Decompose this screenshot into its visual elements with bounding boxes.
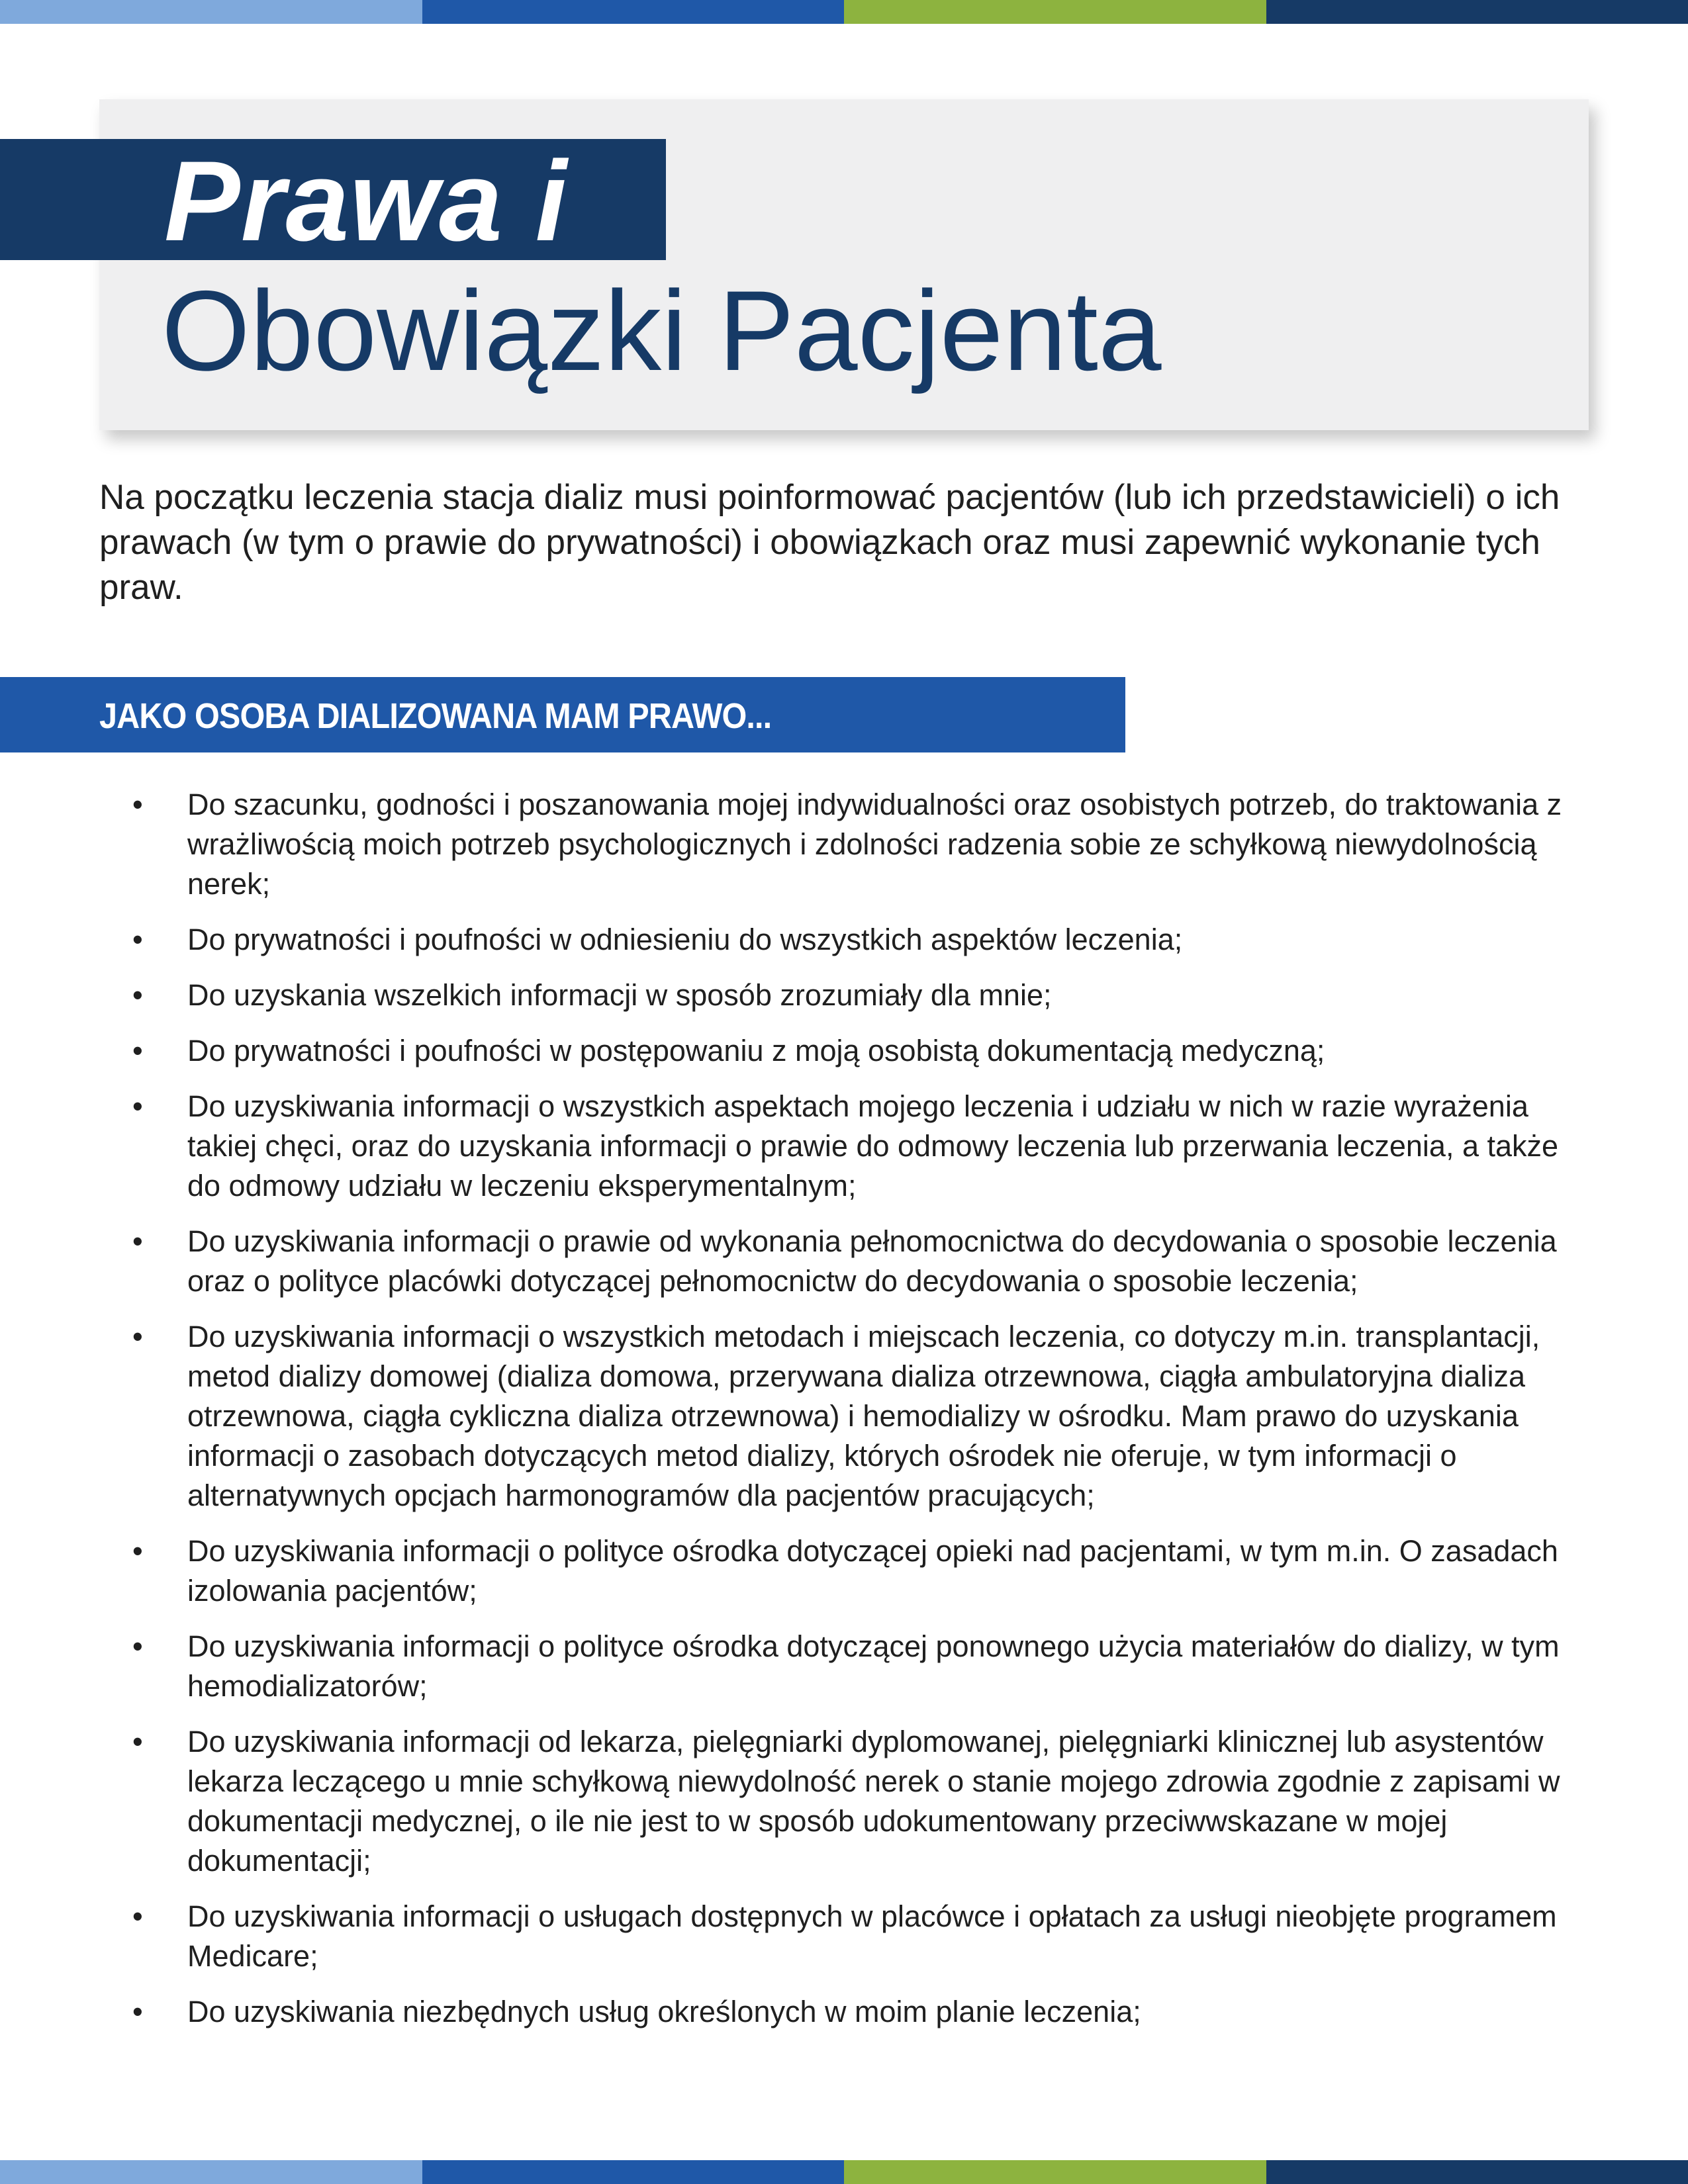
list-item [132, 1317, 1595, 1516]
stripe-segment [844, 0, 1266, 24]
bullet-icon: • [132, 1629, 143, 1663]
list-item [132, 1531, 1595, 1611]
list-item [132, 1087, 1595, 1206]
bottom-color-stripe [0, 2160, 1688, 2184]
bullet-icon: • [132, 1089, 143, 1123]
list-item-text: Do szacunku, godności i poszanowania mojej indywidualności oraz osobistych potrzeb, do traktowania z wrażliwością moich potrzeb psychologicznych i zdolności radzenia sobie ze schyłkową niewydolnością nerek; [187, 788, 1562, 901]
list-item [132, 976, 1595, 1015]
bullet-icon: • [132, 1320, 143, 1353]
list-item-text: Do uzyskiwania informacji o wszystkich metodach i miejscach leczenia, co dotyczy m.in. transplantacji, metod dializy domowej (dializa domowa, przerywana dializa otrzewnowa, ciągła ambulatoryjna dializa otrzewnowa, ciągła cykliczna dializa otrzewnowa) i hemodializy w ośrodku. Mam prawo do uzyskania informacji o zasobach dotyczących metod dializy, których ośrodek nie oferuje, w tym informacji o alternatywnych opcjach harmonogramów dla pacjentów pracujących; [187, 1320, 1540, 1512]
stripe-segment [422, 0, 845, 24]
stripe-segment [1266, 0, 1688, 24]
list-item [132, 1031, 1595, 1071]
page-title-line-2: Obowiązki Pacjenta [162, 267, 1162, 394]
list-item [132, 1897, 1595, 1976]
list-item-text: Do prywatności i poufności w odniesieniu do wszystkich aspektów leczenia; [187, 923, 1183, 956]
bullet-icon: • [132, 1224, 143, 1258]
list-item-text: Do uzyskiwania informacji o prawie od wykonania pełnomocnictwa do decydowania o sposobie leczenia oraz o polityce placówki dotyczącej pełnomocnictw do decydowania o sposobie leczenia; [187, 1224, 1557, 1298]
page-title-line-1: Prawa i [164, 138, 568, 265]
stripe-segment [844, 2160, 1266, 2184]
section-heading: JAKO OSOBA DIALIZOWANA MAM PRAWO... [99, 696, 772, 736]
bullet-icon: • [132, 1995, 143, 2028]
rights-list [132, 785, 1595, 2048]
list-item-text: Do uzyskiwania informacji o polityce ośrodka dotyczącej ponownego użycia materiałów do dializy, w tym hemodializatorów; [187, 1629, 1560, 1703]
stripe-segment [422, 2160, 845, 2184]
list-item-text: Do uzyskiwania informacji o usługach dostępnych w placówce i opłatach za usługi nieobjęte programem Medicare; [187, 1899, 1557, 1973]
bullet-icon: • [132, 1899, 143, 1933]
bullet-icon: • [132, 923, 143, 956]
bullet-icon: • [132, 1534, 143, 1568]
list-item [132, 1722, 1595, 1881]
list-item [132, 1992, 1595, 2032]
bullet-icon: • [132, 788, 143, 821]
list-item-text: Do uzyskiwania niezbędnych usług określonych w moim planie leczenia; [187, 1995, 1141, 2028]
list-item [132, 785, 1595, 904]
stripe-segment [1266, 2160, 1688, 2184]
stripe-segment [0, 2160, 422, 2184]
top-color-stripe [0, 0, 1688, 24]
list-item-text: Do uzyskiwania informacji o polityce ośrodka dotyczącej opieki nad pacjentami, w tym m.in. O zasadach izolowania pacjentów; [187, 1534, 1558, 1608]
list-item [132, 1627, 1595, 1706]
bullet-icon: • [132, 1034, 143, 1068]
list-item-text: Do prywatności i poufności w postępowaniu z moją osobistą dokumentacją medyczną; [187, 1034, 1325, 1068]
list-item-text: Do uzyskiwania informacji od lekarza, pielęgniarki dyplomowanej, pielęgniarki klinicznej lub asystentów lekarza leczącego u mnie schyłkową niewydolność nerek o stanie mojego zdrowia zgodnie z zapisami w dokumentacji medycznej, o ile nie jest to w sposób udokumentowany przeciwwskazane w mojej dokumentacji; [187, 1725, 1560, 1878]
list-item-text: Do uzyskiwania informacji o wszystkich aspektach mojego leczenia i udziału w nich w razie wyrażenia takiej chęci, oraz do uzyskania informacji o prawie do odmowy leczenia lub przerwania leczenia, a także do odmowy udziału w leczeniu eksperymentalnym; [187, 1089, 1559, 1203]
intro-paragraph: Na początku leczenia stacja dializ musi poinformować pacjentów (lub ich przedstawicieli) o ich prawach (w tym o prawie do prywatności) i obowiązkach oraz musi zapewnić wykonanie tych praw. [99, 478, 1560, 607]
stripe-segment [0, 0, 422, 24]
bullet-icon: • [132, 978, 143, 1012]
bullet-icon: • [132, 1725, 143, 1758]
list-item [132, 920, 1595, 960]
list-item [132, 1222, 1595, 1301]
list-item-text: Do uzyskania wszelkich informacji w sposób zrozumiały dla mnie; [187, 978, 1052, 1012]
